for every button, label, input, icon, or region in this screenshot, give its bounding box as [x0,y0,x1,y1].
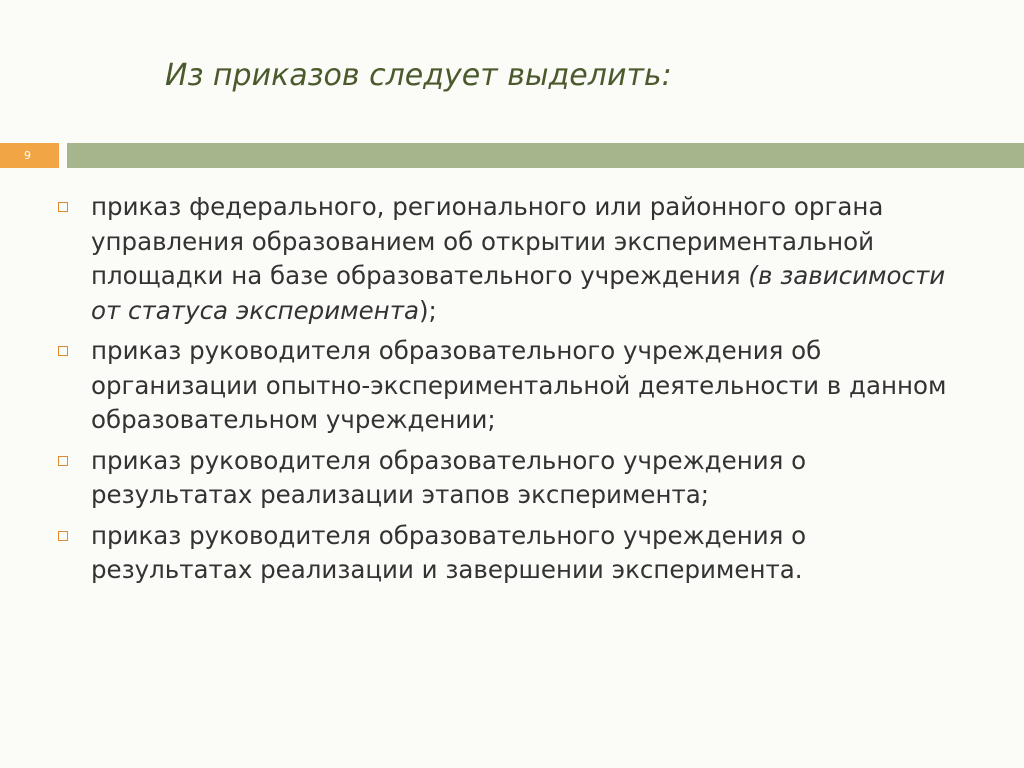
list-item-text: приказ руководителя образовательного учреждения о результатах реализации этапов эксперимента; [91,445,807,509]
list-item [56,334,961,438]
list-item-text: приказ руководителя образовательного учреждения об организации опытно-экспериментальной деятельности в данном образовательном учреждении; [91,336,947,434]
header-divider-bar [67,143,1024,168]
list-item-emphasis: (в зависимости от статуса эксперимента [91,261,946,325]
bullet-list [56,190,961,594]
hollow-square-bullet-icon [58,346,68,356]
list-item [56,519,961,588]
slide-title: Из приказов следует выделить: [165,58,672,93]
list-item-text: приказ руководителя образовательного учреждения о результатах реализации и завершении эксперимента. [91,520,807,584]
list-item-text: приказ федерального, регионального или районного органа управления образованием об открытии экспериментальной площадки на базе образовательного учреждения [91,192,884,290]
slide-number: 9 [0,143,59,168]
list-item-suffix: ); [419,295,437,325]
hollow-square-bullet-icon [58,202,68,212]
list-item [56,444,961,513]
hollow-square-bullet-icon [58,456,68,466]
list-item [56,190,961,328]
hollow-square-bullet-icon [58,531,68,541]
